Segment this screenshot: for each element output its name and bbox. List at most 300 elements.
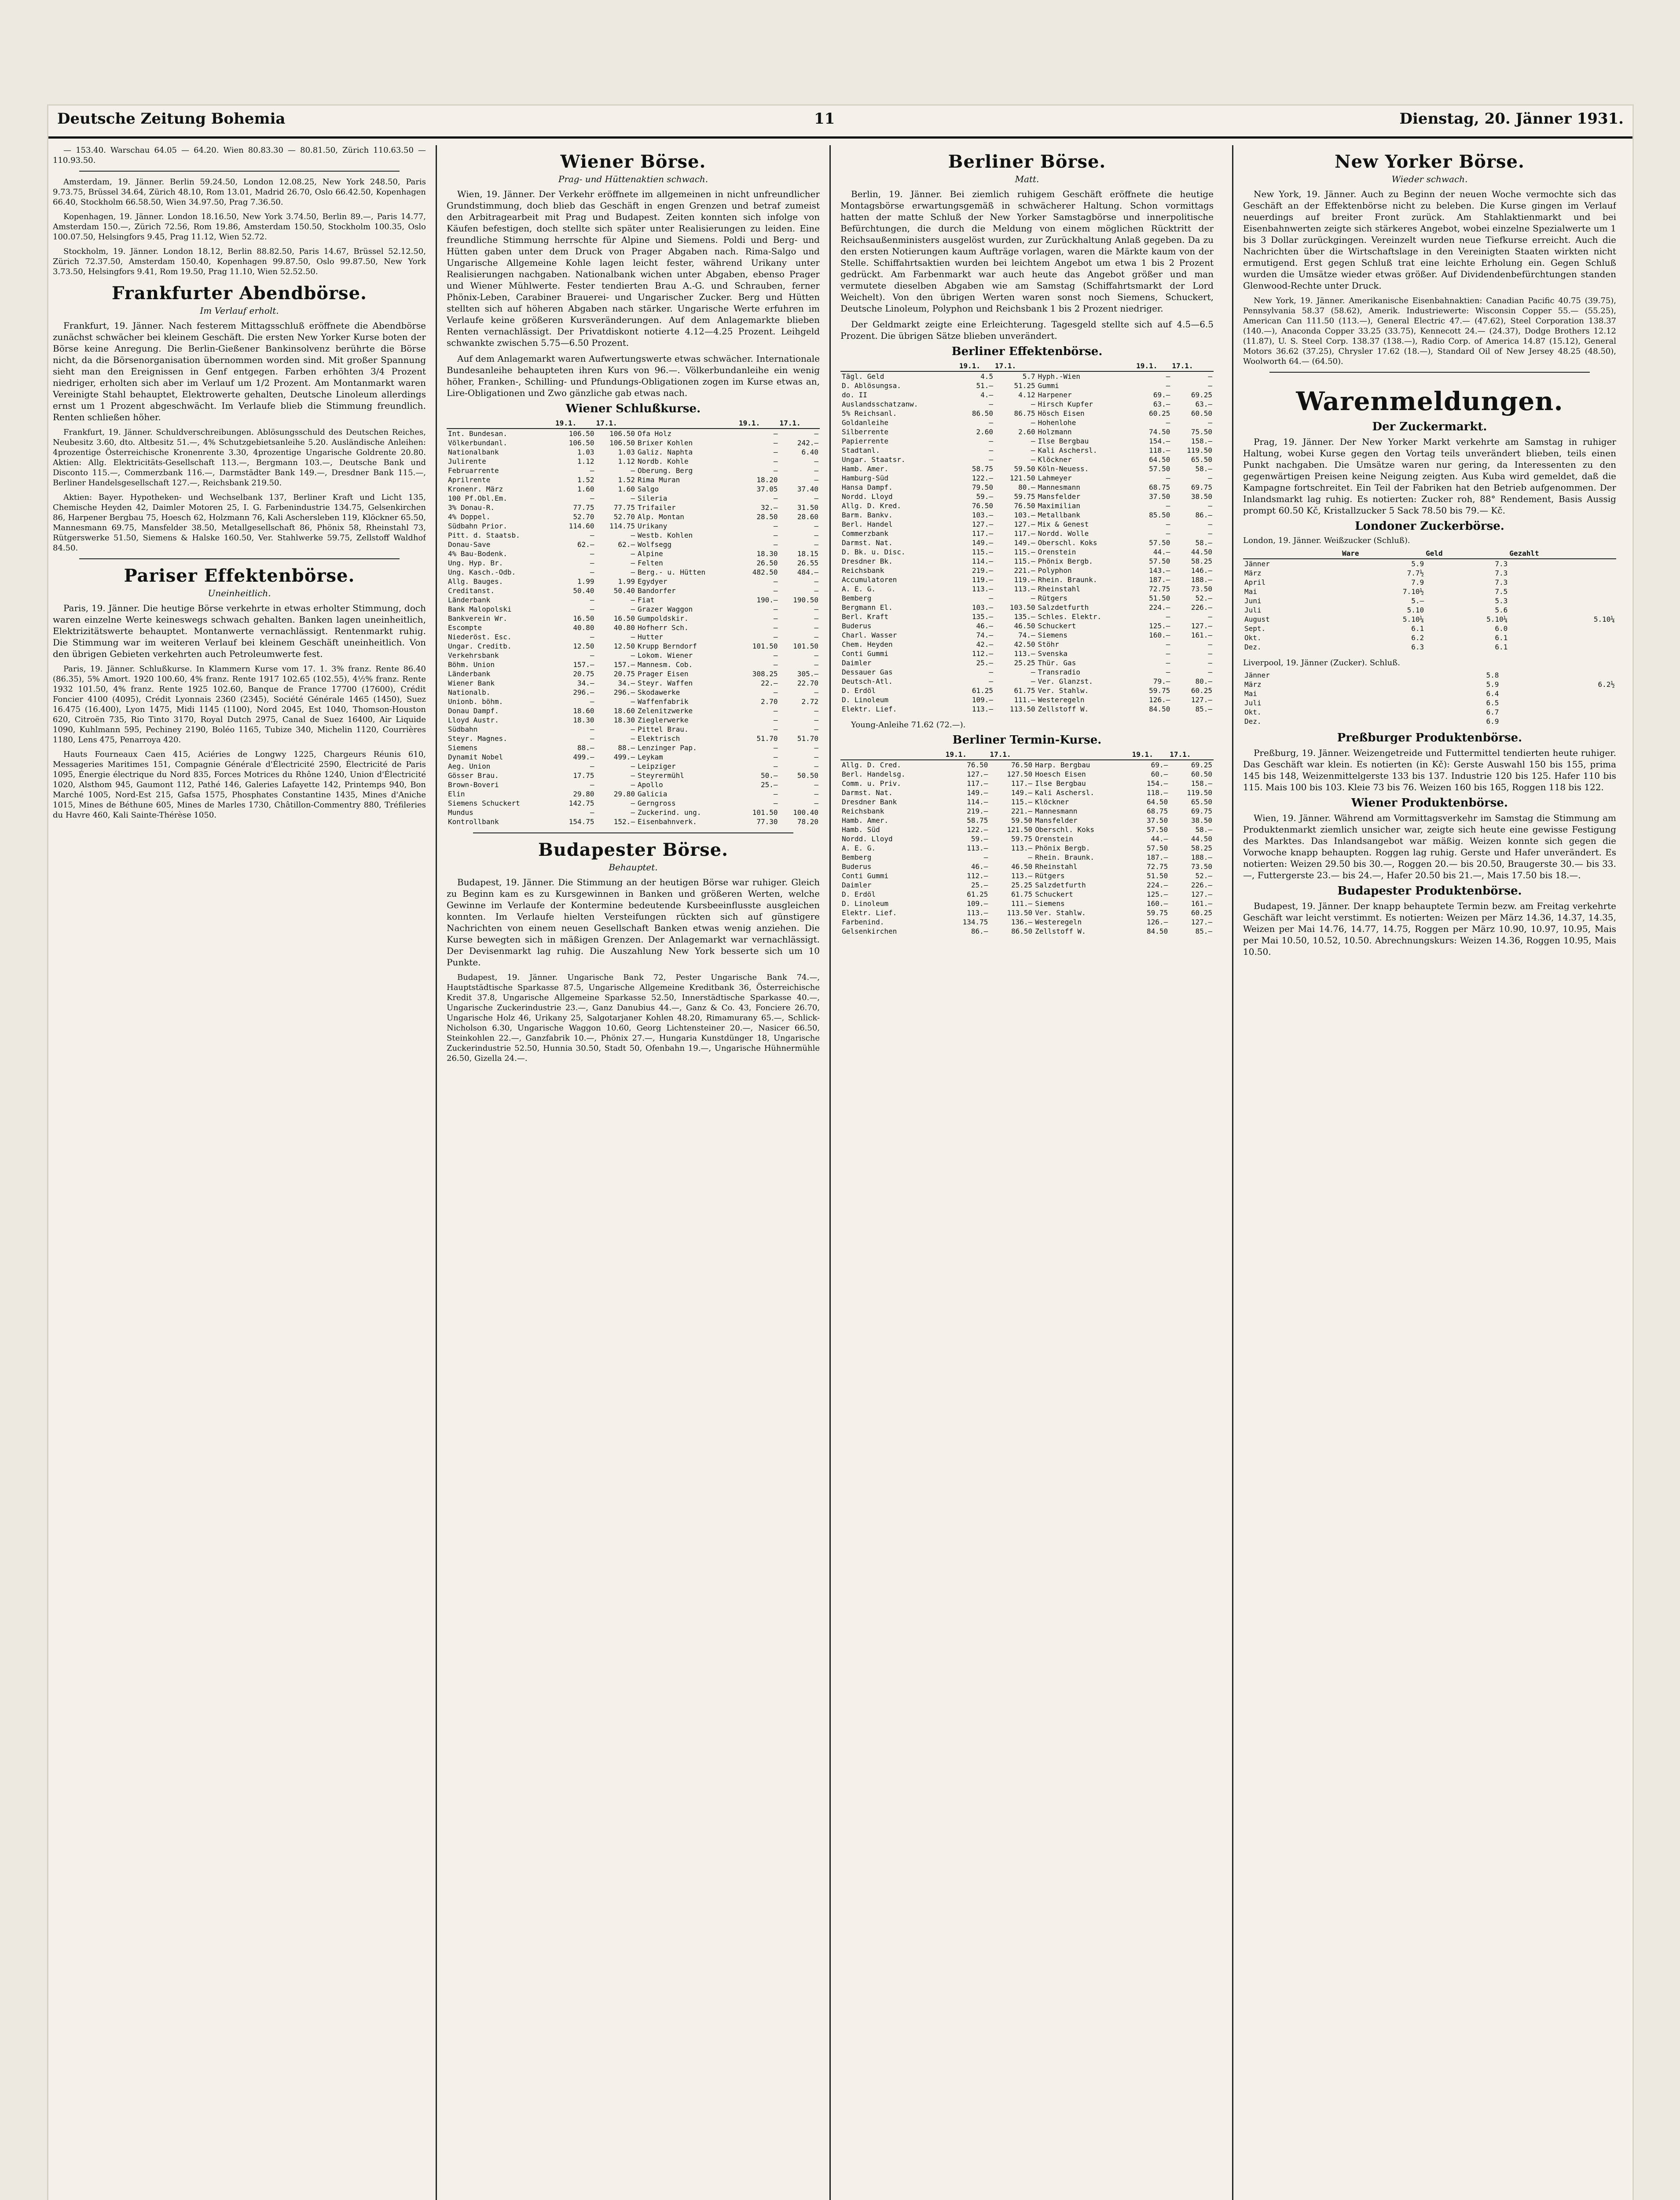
table-cell: 50.— xyxy=(760,771,778,780)
table-cell: Ung. Kasch.-Odb. xyxy=(448,568,516,576)
table-cell: Klöckner xyxy=(1035,798,1069,806)
effekten-heading: Berliner Effektenbörse. xyxy=(951,345,1103,358)
table-cell: Escompte xyxy=(448,623,482,632)
table-cell: 42.— xyxy=(976,640,994,649)
table-cell: — xyxy=(773,660,778,669)
table-cell: Orenstein xyxy=(1038,548,1076,556)
table-cell: 5.10¼ xyxy=(1486,615,1508,623)
table-cell: 57.50 xyxy=(1147,825,1168,834)
wien-quote-row xyxy=(447,752,820,762)
column-4 xyxy=(1243,145,1616,2200)
table-cell: Steyrermühl xyxy=(637,771,684,780)
table-cell xyxy=(1509,578,1616,587)
table-cell: 1.60 xyxy=(618,485,635,493)
table-cell: Zuckerind. ung. xyxy=(637,808,701,817)
table-cell: — xyxy=(814,476,818,484)
termin-quote-row xyxy=(840,908,1214,917)
table-cell: 31.50 xyxy=(797,503,818,512)
table-cell: 63.— xyxy=(1195,400,1212,408)
table-cell: 64.50 xyxy=(1147,798,1168,806)
table-cell: 160.— xyxy=(1149,631,1170,639)
london-subheading: London, 19. Jänner. Weißzucker (Schluß). xyxy=(1243,536,1410,545)
table-cell: Phönix Bergb. xyxy=(1035,844,1090,852)
table-header-row xyxy=(447,418,820,429)
table-cell: 72.75 xyxy=(1147,862,1168,871)
table-cell: 59.50 xyxy=(1011,816,1033,825)
table-cell: Bandorfer xyxy=(637,587,676,595)
table-cell: 6.0 xyxy=(1495,624,1508,633)
table-cell: 51.— xyxy=(976,381,994,390)
table-cell: — xyxy=(989,446,994,455)
table-cell: 73.50 xyxy=(1191,862,1212,871)
effekten-quote-row xyxy=(840,667,1214,677)
table-cell: 115.— xyxy=(972,548,994,556)
table-cell: Krupp Berndorf xyxy=(637,642,697,650)
wien-quote-row xyxy=(447,632,820,642)
table-cell: 224.— xyxy=(1147,881,1168,889)
wien-closing-table xyxy=(447,418,820,826)
table-cell: Oberung. Berg xyxy=(637,466,693,475)
table-cell: Ungar. Creditb. xyxy=(448,642,512,650)
table-cell: Westeregeln xyxy=(1035,918,1082,926)
termin-quote-row xyxy=(840,788,1214,797)
table-cell: Commerzbank xyxy=(842,529,888,538)
table-cell: Urikany xyxy=(637,522,668,530)
wien-quote-row xyxy=(447,623,820,632)
table-cell: 12.50 xyxy=(573,642,594,650)
termin-quote-row xyxy=(840,843,1214,853)
table-cell: 296.— xyxy=(613,688,635,697)
table-cell: Dynamit Nobel xyxy=(448,753,503,761)
table-cell: Ver. Stahlw. xyxy=(1038,686,1089,695)
table-cell: — xyxy=(773,587,778,595)
table-cell: Pittel Brau. xyxy=(637,725,689,733)
table-cell: Steyr. Waffen xyxy=(637,679,693,687)
table-cell: Nationalb. xyxy=(448,688,491,697)
table-cell: 40.80 xyxy=(613,623,635,632)
divider xyxy=(473,832,793,833)
table-cell: 100.40 xyxy=(793,808,818,817)
table-cell: 5.8 xyxy=(1486,671,1499,679)
table-cell: — xyxy=(773,633,778,641)
table-cell: 44.— xyxy=(1153,548,1170,556)
table-cell: — xyxy=(1166,612,1170,621)
table-cell: 58.— xyxy=(1195,465,1212,473)
table-cell: — xyxy=(1208,640,1212,649)
table-cell: 18.30 xyxy=(613,716,635,724)
table-cell: 149.— xyxy=(967,788,988,797)
table-cell: 6.40 xyxy=(801,448,818,456)
table-cell: Barm. Bankv. xyxy=(842,511,893,519)
table-cell: 126.— xyxy=(1147,918,1168,926)
table-cell: — xyxy=(631,568,635,576)
berlin-subheading: Matt. xyxy=(1015,174,1039,184)
table-cell: Rütgers xyxy=(1035,872,1065,880)
table-cell: Ver. Stahlw. xyxy=(1035,909,1086,917)
wien-quote-row xyxy=(447,447,820,457)
table-cell: 112.— xyxy=(967,872,988,880)
table-cell: — xyxy=(590,781,594,789)
column-header xyxy=(1243,548,1342,559)
table-cell: 22.70 xyxy=(797,679,818,687)
issue-date: Dienstag, 20. Jänner 1931. xyxy=(1399,110,1624,128)
table-cell: Hamb. Süd xyxy=(842,825,880,834)
table-cell: 226.— xyxy=(1191,603,1212,612)
column-header: 19.1. xyxy=(1132,749,1170,760)
table-cell: 37.05 xyxy=(756,485,778,493)
table-cell: 28.50 xyxy=(756,513,778,521)
table-cell: 52.— xyxy=(1195,594,1212,602)
effekten-quote-row xyxy=(840,464,1214,473)
table-cell: — xyxy=(1208,649,1212,658)
table-cell: — xyxy=(814,781,818,789)
table-cell: — xyxy=(631,799,635,807)
effekten-quote-row xyxy=(840,677,1214,686)
table-cell: A. E. G. xyxy=(842,844,876,852)
table-cell: 2.60 xyxy=(1018,428,1035,436)
table-cell xyxy=(1500,671,1616,680)
table-cell: 20.75 xyxy=(613,670,635,678)
wien-quote-row xyxy=(447,512,820,521)
table-cell: — xyxy=(1031,446,1035,455)
table-cell: 2.60 xyxy=(976,428,994,436)
effekten-quote-row xyxy=(840,400,1214,409)
table-cell: Rheinstahl xyxy=(1035,862,1078,871)
table-cell: 75.50 xyxy=(1191,428,1212,436)
table-cell: 187.— xyxy=(1149,576,1170,584)
wien-quote-row xyxy=(447,734,820,743)
table-cell: 1.52 xyxy=(618,476,635,484)
termin-quote-row xyxy=(840,853,1214,862)
table-cell: 60.50 xyxy=(1191,409,1212,418)
table-cell: Kontrollbank xyxy=(448,818,499,826)
table-cell: 40.80 xyxy=(573,623,594,632)
effekten-quote-row xyxy=(840,418,1214,427)
table-cell: Nordd. Lloyd xyxy=(842,835,893,843)
table-cell: — xyxy=(983,853,988,862)
table-cell: Gelsenkirchen xyxy=(842,927,897,935)
wien-quote-row xyxy=(447,466,820,475)
table-cell: 22.— xyxy=(760,679,778,687)
table-cell: Mansfelder xyxy=(1038,492,1080,501)
london-quote-row xyxy=(1243,568,1616,578)
table-cell: Eisenbahnverk. xyxy=(637,818,697,826)
table-cell: — xyxy=(1208,659,1212,667)
wien-quote-row xyxy=(447,688,820,697)
wien-quote-row xyxy=(447,660,820,669)
table-cell: 127.— xyxy=(1191,622,1212,630)
table-cell: — xyxy=(773,540,778,549)
table-cell: — xyxy=(631,725,635,733)
effekten-quote-row xyxy=(840,409,1214,418)
table-cell: 114.60 xyxy=(569,522,594,530)
table-cell: — xyxy=(773,790,778,798)
table-cell: 46.— xyxy=(976,622,994,630)
kopenhagen-quotes: Kopenhagen, 19. Jänner. London 18.16.50, New York 3.74.50, Berlin 89.—, Paris 14.77, Amsterdam 150.—, Zürich 72.56, Rom 19.86, Amsterdam 150.50, Stockholm 100.35, Oslo 100.07.50, Helsingfors 9.45, Prag 11.12, Wien 52.72. xyxy=(53,212,426,242)
table-cell: 32.— xyxy=(760,503,778,512)
termin-quote-row xyxy=(840,807,1214,816)
table-cell: Mai xyxy=(1244,689,1257,698)
table-cell: 76.50 xyxy=(1014,502,1035,510)
table-cell: D. Erdöl xyxy=(842,686,876,695)
table-cell: 76.50 xyxy=(972,502,994,510)
column-header xyxy=(447,418,555,429)
table-cell: Niederöst. Esc. xyxy=(448,633,512,641)
table-cell xyxy=(1509,559,1616,568)
table-cell: 61.25 xyxy=(972,686,994,695)
table-cell xyxy=(1509,633,1616,642)
table-cell: Lenzinger Pap. xyxy=(637,744,697,752)
table-cell: Stöhr xyxy=(1038,640,1059,649)
table-cell: 499.— xyxy=(613,753,635,761)
table-cell: Leipziger xyxy=(637,762,676,770)
table-cell: 60.25 xyxy=(1149,409,1170,418)
table-cell: 117.— xyxy=(972,529,994,538)
pressburg-heading: Preßburger Produktenbörse. xyxy=(1337,731,1522,744)
table-cell: — xyxy=(1031,594,1035,602)
table-cell: Hamb. Amer. xyxy=(842,816,888,825)
table-cell: 122.— xyxy=(967,825,988,834)
table-cell: 117.— xyxy=(1011,779,1033,788)
table-cell: 109.— xyxy=(967,899,988,908)
wien-quote-row xyxy=(447,715,820,725)
table-cell: 80.— xyxy=(1018,483,1035,491)
table-cell: 5.10¼ xyxy=(1402,615,1424,623)
table-cell: — xyxy=(631,697,635,706)
table-cell: — xyxy=(590,531,594,539)
column-header xyxy=(1034,749,1131,760)
table-cell: 51.70 xyxy=(756,734,778,743)
table-cell: Hirsch Kupfer xyxy=(1038,400,1093,408)
table-cell: 219.— xyxy=(972,566,994,575)
table-cell: 6.1 xyxy=(1495,643,1508,651)
table-cell: 101.50 xyxy=(752,808,778,817)
table-cell: Oberschl. Koks xyxy=(1038,539,1097,547)
table-cell: Int. Bundesan. xyxy=(448,429,507,438)
table-cell: Felten xyxy=(637,559,663,567)
effekten-quote-row xyxy=(840,492,1214,501)
table-cell: Siemens xyxy=(448,744,478,752)
table-cell xyxy=(1509,624,1616,633)
table-cell: 62.— xyxy=(577,540,594,549)
table-cell: 154.— xyxy=(1147,779,1168,788)
table-cell: Salzdetfurth xyxy=(1038,603,1089,612)
table-cell: 106.50 xyxy=(569,439,594,447)
table-cell: 79.— xyxy=(1153,677,1170,686)
table-cell: 59.75 xyxy=(1149,686,1170,695)
termin-quote-row xyxy=(840,862,1214,871)
table-cell: Berl. Kraft xyxy=(842,612,888,621)
table-cell: 221.— xyxy=(1014,566,1035,575)
budapest-heading: Budapester Börse. xyxy=(538,840,729,860)
table-cell: 127.— xyxy=(1014,520,1035,528)
table-cell: 29.80 xyxy=(613,790,635,798)
table-cell: Chem. Heyden xyxy=(842,640,893,649)
table-cell: 119.50 xyxy=(1187,788,1212,797)
table-cell: 86.50 xyxy=(972,409,994,418)
pressburg-report: Preßburg, 19. Jänner. Weizengetreide und Futtermittel tendierten heute ruhiger. Das Geschäft war klein. Es notierten (in Kč): Gerste Auswahl 150 bis 155, prima 145 bis 148, Weizenmittelgerste 133 bis 137. Industrie 120 bis 125. Hafer 110 bis 115. Mais 100 bis 103. Kleie 73 bis 76. Weizen 160 bis 165, Roggen 118 bis 122. xyxy=(1243,748,1616,792)
london-quote-row xyxy=(1243,596,1616,605)
table-cell: 59.75 xyxy=(1011,835,1033,843)
wien-kurse-heading: Wiener Schlußkurse. xyxy=(565,402,701,415)
table-cell: Harp. Bergbau xyxy=(1035,761,1090,769)
table-cell: 85.— xyxy=(1195,927,1212,935)
newyork-report: New York, 19. Jänner. Auch zu Beginn der neuen Woche vermochte sich das Geschäft an der Effektenbörse nicht zu beleben. Die Kurse gingen im Verlauf neuerdings auf breiter Front zurück. Am Stahlaktienmarkt und bei Eisenbahnwerten zeigte sich stärkeres Angebot, wobei einzelne Spezialwerte um 1 bis 3 Dollar zurückgingen. Vereinzelt wurden neue Tiefkurse erreicht. Auch die Nachrichten über die Wirtschaftslage in den Vereinigten Staaten wirkten nicht ermutigend. Erst gegen Schluß trat eine leichte Erholung ein. Gegen Schluß wurden die Umsätze wieder etwas größer. Auf Dividendenbefürchtungen standen Glenwood-Rechte unter Druck. xyxy=(1243,189,1616,291)
table-cell: 149.— xyxy=(972,539,994,547)
table-cell: 85.50 xyxy=(1149,511,1170,519)
termin-quote-row xyxy=(840,825,1214,834)
table-cell: 69.75 xyxy=(1191,483,1212,491)
stockholm-quotes: Stockholm, 19. Jänner. London 18.12, Berlin 88.82.50, Paris 14.67, Brüssel 52.12.50, Zürich 72.37.50, Amsterdam 150.40, Kopenhagen 99.87.50, Oslo 99.87.50, New York 3.73.50, Helsingfors 9.41, Rom 19.50, Prag 11.10, Wien 52.52.50. xyxy=(53,247,426,276)
table-cell: 69.75 xyxy=(1191,807,1212,815)
effekten-quote-row xyxy=(840,695,1214,704)
table-cell: 113.— xyxy=(1011,872,1033,880)
table-cell: 59.75 xyxy=(1147,909,1168,917)
table-cell: 6.5 xyxy=(1486,699,1499,707)
table-cell: 17.75 xyxy=(573,771,594,780)
paris-heading: Pariser Effektenbörse. xyxy=(124,565,355,586)
table-cell: Unionb. böhm. xyxy=(448,697,503,706)
table-cell: 59.— xyxy=(976,492,994,501)
table-cell: — xyxy=(814,707,818,715)
budapest-subheading: Behauptet. xyxy=(609,862,658,873)
table-cell: Orenstein xyxy=(1035,835,1073,843)
table-cell: — xyxy=(631,605,635,613)
london-quote-row xyxy=(1243,624,1616,633)
table-cell: Leykam xyxy=(637,753,663,761)
wien-quote-row xyxy=(447,789,820,799)
table-cell: Bankverein Wr. xyxy=(448,614,507,623)
table-cell: 127.— xyxy=(972,520,994,528)
table-cell: Köln-Neuess. xyxy=(1038,465,1089,473)
table-cell: 103.— xyxy=(972,603,994,612)
table-cell: — xyxy=(814,725,818,733)
table-cell: 52.— xyxy=(1195,872,1212,880)
wien-bond-report: Auf dem Anlagemarkt waren Aufwertungswerte etwas schwächer. Internationale Bundesanleihe behaupteten ihren Kurs von 96.—. Völkerbundanleihe ein wenig höher, Franken-, Schilling- und Pfundungs-Obligationen zogen im Kurse etwas an, Lire-Obligationen und Zwo gänzliche gab etwas nach. xyxy=(447,353,820,398)
table-cell: 61.25 xyxy=(967,890,988,898)
table-cell: 121.50 xyxy=(1007,825,1033,834)
effekten-quote-row xyxy=(840,584,1214,594)
table-header-row xyxy=(840,749,1214,760)
table-cell: — xyxy=(590,697,594,706)
table-cell: 58.75 xyxy=(972,465,994,473)
table-cell: 18.30 xyxy=(756,550,778,558)
top-quotes: — 153.40. Warschau 64.05 — 64.20. Wien 80.83.30 — 80.81.50, Zürich 110.63.50 — 110.93.50. xyxy=(53,146,426,165)
table-cell: 76.50 xyxy=(967,761,988,769)
table-cell: 113.— xyxy=(967,909,988,917)
table-cell: 1.12 xyxy=(577,457,594,466)
table-cell: Okt. xyxy=(1244,708,1262,716)
liverpool-quote-row xyxy=(1243,671,1616,680)
table-cell: Transradio xyxy=(1038,668,1080,676)
table-cell: A. E. G. xyxy=(842,585,876,593)
wien-quote-row xyxy=(447,799,820,808)
termin-quote-row xyxy=(840,880,1214,890)
wien-quote-row xyxy=(447,549,820,558)
table-cell: 190.50 xyxy=(793,596,818,604)
wien-quote-row xyxy=(447,457,820,466)
wien-produkten-heading: Wiener Produktenbörse. xyxy=(1351,796,1508,810)
table-cell: 26.55 xyxy=(797,559,818,567)
table-cell: — xyxy=(1031,455,1035,464)
table-cell: 58.25 xyxy=(1191,557,1212,565)
column-header: 17.1. xyxy=(994,361,1037,371)
table-cell: 18.20 xyxy=(756,476,778,484)
table-cell: Rima Muran xyxy=(637,476,680,484)
table-cell: — xyxy=(631,762,635,770)
column-3 xyxy=(840,145,1214,2200)
table-cell: 125.— xyxy=(1147,890,1168,898)
table-cell: Jänner xyxy=(1244,560,1270,568)
table-cell: — xyxy=(1166,372,1170,381)
table-cell: 4.12 xyxy=(1018,391,1035,399)
table-cell: 111.— xyxy=(1014,696,1035,704)
table-cell: 114.— xyxy=(972,557,994,565)
table-cell: — xyxy=(814,429,818,438)
table-cell: — xyxy=(814,753,818,761)
table-cell: 1.60 xyxy=(577,485,594,493)
table-cell: 160.— xyxy=(1147,899,1168,908)
table-cell: — xyxy=(1166,474,1170,482)
table-cell: 25.25 xyxy=(1011,881,1033,889)
table-cell: — xyxy=(773,716,778,724)
table-cell: — xyxy=(1031,668,1035,676)
newyork-quotes: New York, 19. Jänner. Amerikanische Eisenbahnaktien: Canadian Pacific 40.75 (39.75), Pennsylvania 58.37 (58.62), Amerik. Industriewerte: Wisconsin Copper 55.— (55.25), American Can 111.50 (113.—), General Electric 47.— (47.62), Steel Corporation 138.37 (140.—), Anaconda Copper 33.25 (33.75), Kennecott 24.— (24.37), Dodge Brothers 12.12 (11.87), U. S. Steel Corp. 138.37 (138.—), Radio Corp. of America 14.87 (15.12), General Motors 36.62 (37.25), Chrysler 17.62 (18.—), Standard Oil of New Jersey 48.25 (48.50), Woolworth 64.— (64.50). xyxy=(1243,296,1616,366)
table-cell: Lahmeyer xyxy=(1038,474,1072,482)
table-cell: 296.— xyxy=(573,688,594,697)
table-cell: Prager Eisen xyxy=(637,670,689,678)
table-cell: 58.25 xyxy=(1191,844,1212,852)
table-cell: Dresdner Bk. xyxy=(842,557,893,565)
table-cell: Hamb. Amer. xyxy=(842,465,888,473)
table-cell: 111.— xyxy=(1011,899,1033,908)
table-cell xyxy=(1509,596,1616,605)
divider xyxy=(79,171,400,172)
column-header: 19.1. xyxy=(738,418,779,429)
table-cell: 69.— xyxy=(1151,761,1168,769)
table-cell: Schuckert xyxy=(1038,622,1076,630)
column-header: 19.1. xyxy=(945,749,990,760)
table-cell: Allg. Bauges. xyxy=(448,577,503,586)
table-cell: Ver. Glanzst. xyxy=(1038,677,1093,686)
table-cell: 109.— xyxy=(972,696,994,704)
table-cell: Zieglerwerke xyxy=(637,716,689,724)
table-cell: — xyxy=(1166,502,1170,510)
table-cell: 7.3 xyxy=(1495,569,1508,577)
divider xyxy=(79,558,400,559)
wien-quote-row xyxy=(447,762,820,771)
berlin-report: Berlin, 19. Jänner. Bei ziemlich ruhigem Geschäft eröffnete die heutige Montagsbörse erwartungsgemäß in schwächerer Haltung. Schon vormittags hatten der matte Schluß der New Yorker Samstagbörse und innerpolitische Befürchtungen, die durch die Meldung von einem möglichen Rücktritt der Reichsaußenministers ausgelöst wurden, zur Zurückhaltung Anlaß gegeben. Da zu den ersten Notierungen kaum Aufträge vorlagen, waren die Märkte kaum von der Stelle. Schiffahrtsaktien wurden bei leichtem Angebot um etwa 1 bis 2 Prozent gedrückt. Am Farbenmarkt war auch heute das Angebot größer und man vermutete dieselben Abgaben wie am Samstag (Schiffahrtsmarkt der Lord Weichelt). Von den übrigen Werten waren sonst noch Siemens, Schuckert, Deutsche Linoleum, Polyphon und Reichsbank 1 bis 2 Prozent niedriger. xyxy=(840,189,1214,314)
table-cell: — xyxy=(1031,400,1035,408)
table-cell: 154.75 xyxy=(569,818,594,826)
table-cell: 5.10 xyxy=(1407,606,1424,614)
table-cell: 119.— xyxy=(1014,576,1035,584)
table-cell: 103.50 xyxy=(1009,603,1035,612)
table-cell: 119.50 xyxy=(1187,446,1212,455)
effekten-quote-row xyxy=(840,390,1214,400)
table-cell: Nordd. Wolle xyxy=(1038,529,1089,538)
effekten-quote-row xyxy=(840,686,1214,695)
termin-quote-row xyxy=(840,779,1214,788)
budapest-quotes: Budapest, 19. Jänner. Ungarische Bank 72, Pester Ungarische Bank 74.—, Hauptstädtische Sparkasse 87.5, Ungarische Allgemeine Kreditbank 36, Österreichische Kredit 37.8, Ungarische Allgemeine Sparkasse 52.50, Innerstädtische Sparkasse 40.—, Ungarische Zuckerindustrie 23.—, Ganz Danubius 44.—, Ganz & Co. 43, Fonciere 26.70, Ungarische Holz 46, Urikany 25, Salgotarjaner Kohlen 48.20, Rimamurany 65.—, Schlick-Nicholson 6.30, Ungarische Waggon 10.60, Georg Lichtensteiner 20.—, Nasicer 66.50, Steinkohlen 22.—, Ganzfabrik 10.—, Phönix 27.—, Hungaria Kunstdünger 18, Ungarische Zuckerindustrie 52.50, Hunnia 30.50, Stadt 50, Ofenbahn 19.—, Ungarische Hühnermühle 26.50, Gizella 24.—. xyxy=(447,973,820,1063)
table-cell: Westb. Kohlen xyxy=(637,531,693,539)
table-cell: D. Erdöl xyxy=(842,890,876,898)
table-cell: — xyxy=(814,605,818,613)
table-cell: 65.50 xyxy=(1191,455,1212,464)
table-cell: 5% Reichsanl. xyxy=(842,409,897,418)
column-header xyxy=(636,418,738,429)
table-cell: Jänner xyxy=(1244,671,1270,679)
